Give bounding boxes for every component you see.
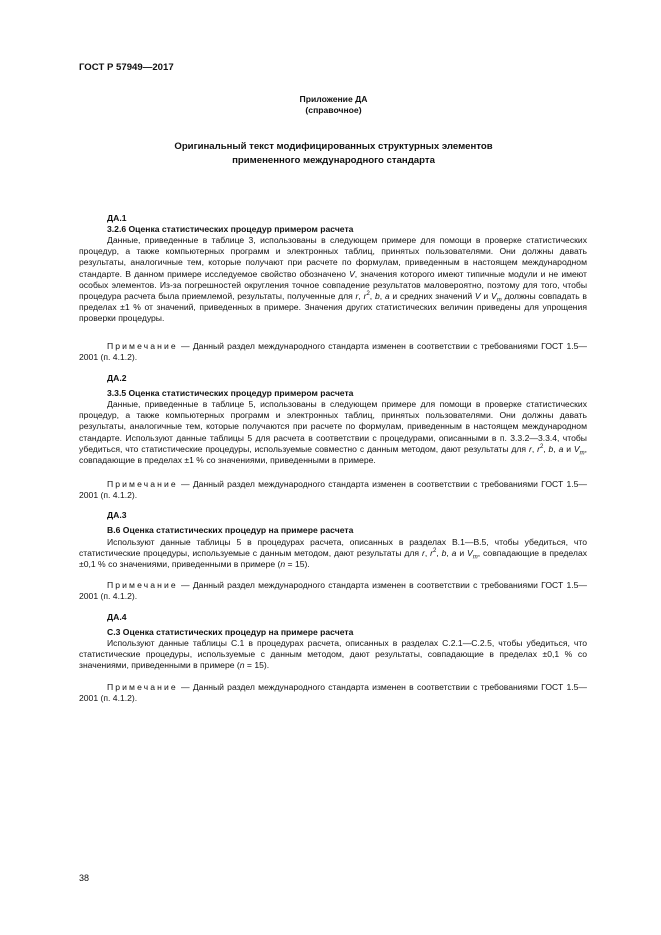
document-title-line-2: примененного международного стандарта <box>232 154 435 166</box>
annex-title: Приложение ДА <box>299 94 368 104</box>
standard-header: ГОСТ Р 57949—2017 <box>79 62 174 73</box>
section-heading-da3: В.6 Оценка статистических процедур на примере расчета <box>107 525 354 535</box>
section-body-da1: Данные, приведенные в таблице 3, использованы в следующем примере для помощи в проверке статистических процедур, а также компьютерных программ и электронных таблиц, принятых пользователями. Они должны давать результаты, аналогичные тем, которые получают при расчете по формулам, приведенным в настоящем международном стандарте. В данном примере исследуемое свойство обозначено V, значения которого имеют типичные модули и не имеют особых элементов. Из-за погрешностей округления точное совпадение результатов маловероятно, поэтому для того, чтобы процедура расчета была приемлемой, результаты, полученные для r, $r^2$, b, a и средних значений V и $V_m$ должны совпадать в пределах ±1 % от значений, приведенных в примере. Значения других статистических величин приведены для упрощения проверки процедуры. <box>79 235 588 324</box>
section-note-da4: Примечание — Данный раздел международного стандарта изменен в соответствии с требованиями ГОСТ 1.5—2001 (п. 4.1.2). <box>79 682 587 704</box>
page-number: 38 <box>79 873 90 883</box>
section-heading-da4: С.3 Оценка статистических процедур на примере расчета <box>107 627 354 637</box>
section-label-da2: ДА.2 <box>107 373 127 383</box>
section-note-da2: Примечание — Данный раздел международного стандарта изменен в соответствии с требованиями ГОСТ 1.5—2001 (п. 4.1.2). <box>79 479 587 501</box>
section-note-da3: Примечание — Данный раздел международного стандарта изменен в соответствии с требованиями ГОСТ 1.5—2001 (п. 4.1.2). <box>79 580 587 602</box>
section-body-da4: Используют данные таблицы С.1 в процедурах расчета, описанных в разделах С.2.1—С.2.5, чтобы убедиться, что статистические процедуры, используемые с данным методом, дают результаты, совпадающие в пределах ±0,1 % со значениями, приведенными в примере (n = 15). <box>79 638 587 671</box>
section-label-da4: ДА.4 <box>107 612 127 622</box>
document-title-line-1: Оригинальный текст модифицированных структурных элементов <box>174 141 493 152</box>
section-note-da1: Примечание — Данный раздел международного стандарта изменен в соответствии с требованиями ГОСТ 1.5—2001 (п. 4.1.2). <box>79 341 587 363</box>
document-title <box>80 140 587 167</box>
section-label-da1: ДА.1 <box>107 213 127 223</box>
section-label-da3: ДА.3 <box>107 510 127 520</box>
section-body-da2: Данные, приведенные в таблице 5, использованы в следующем примере для помощи в проверке статистических процедур, а также компьютерных программ и электронных таблиц, принятых пользователями. Они должны давать результаты, аналогичные тем, которые получаются при расчете по формулам, приведенным в настоящем международном стандарте. Используют данные таблицы 5 для расчета в соответствии с процедурами, описанными в п. 3.3.2—3.3.4, чтобы убедиться, что статистические процедуры, используемые совместно с данным методом, дают результаты для r, $r^2$, b, a и $V_m$, совпадающие в пределах ±1 % со значениями, приведенными в примере. <box>79 399 587 466</box>
section-heading-da2: 3.3.5 Оценка статистических процедур примером расчета <box>107 388 354 398</box>
section-heading-da1: 3.2.6 Оценка статистических процедур примером расчета <box>107 224 354 234</box>
annex-kind: (справочное) <box>305 105 362 115</box>
section-body-da3: Используют данные таблицы 5 в процедурах расчета, описанных в разделах В.1—В.5, чтобы убедиться, что статистические процедуры, используемые с данным методом, дают результаты для r, $r^2$, b, a и $V_m$, совпадающие в пределах ±0,1 % со значениями, приведенными в примере (n = 15). <box>79 537 588 570</box>
